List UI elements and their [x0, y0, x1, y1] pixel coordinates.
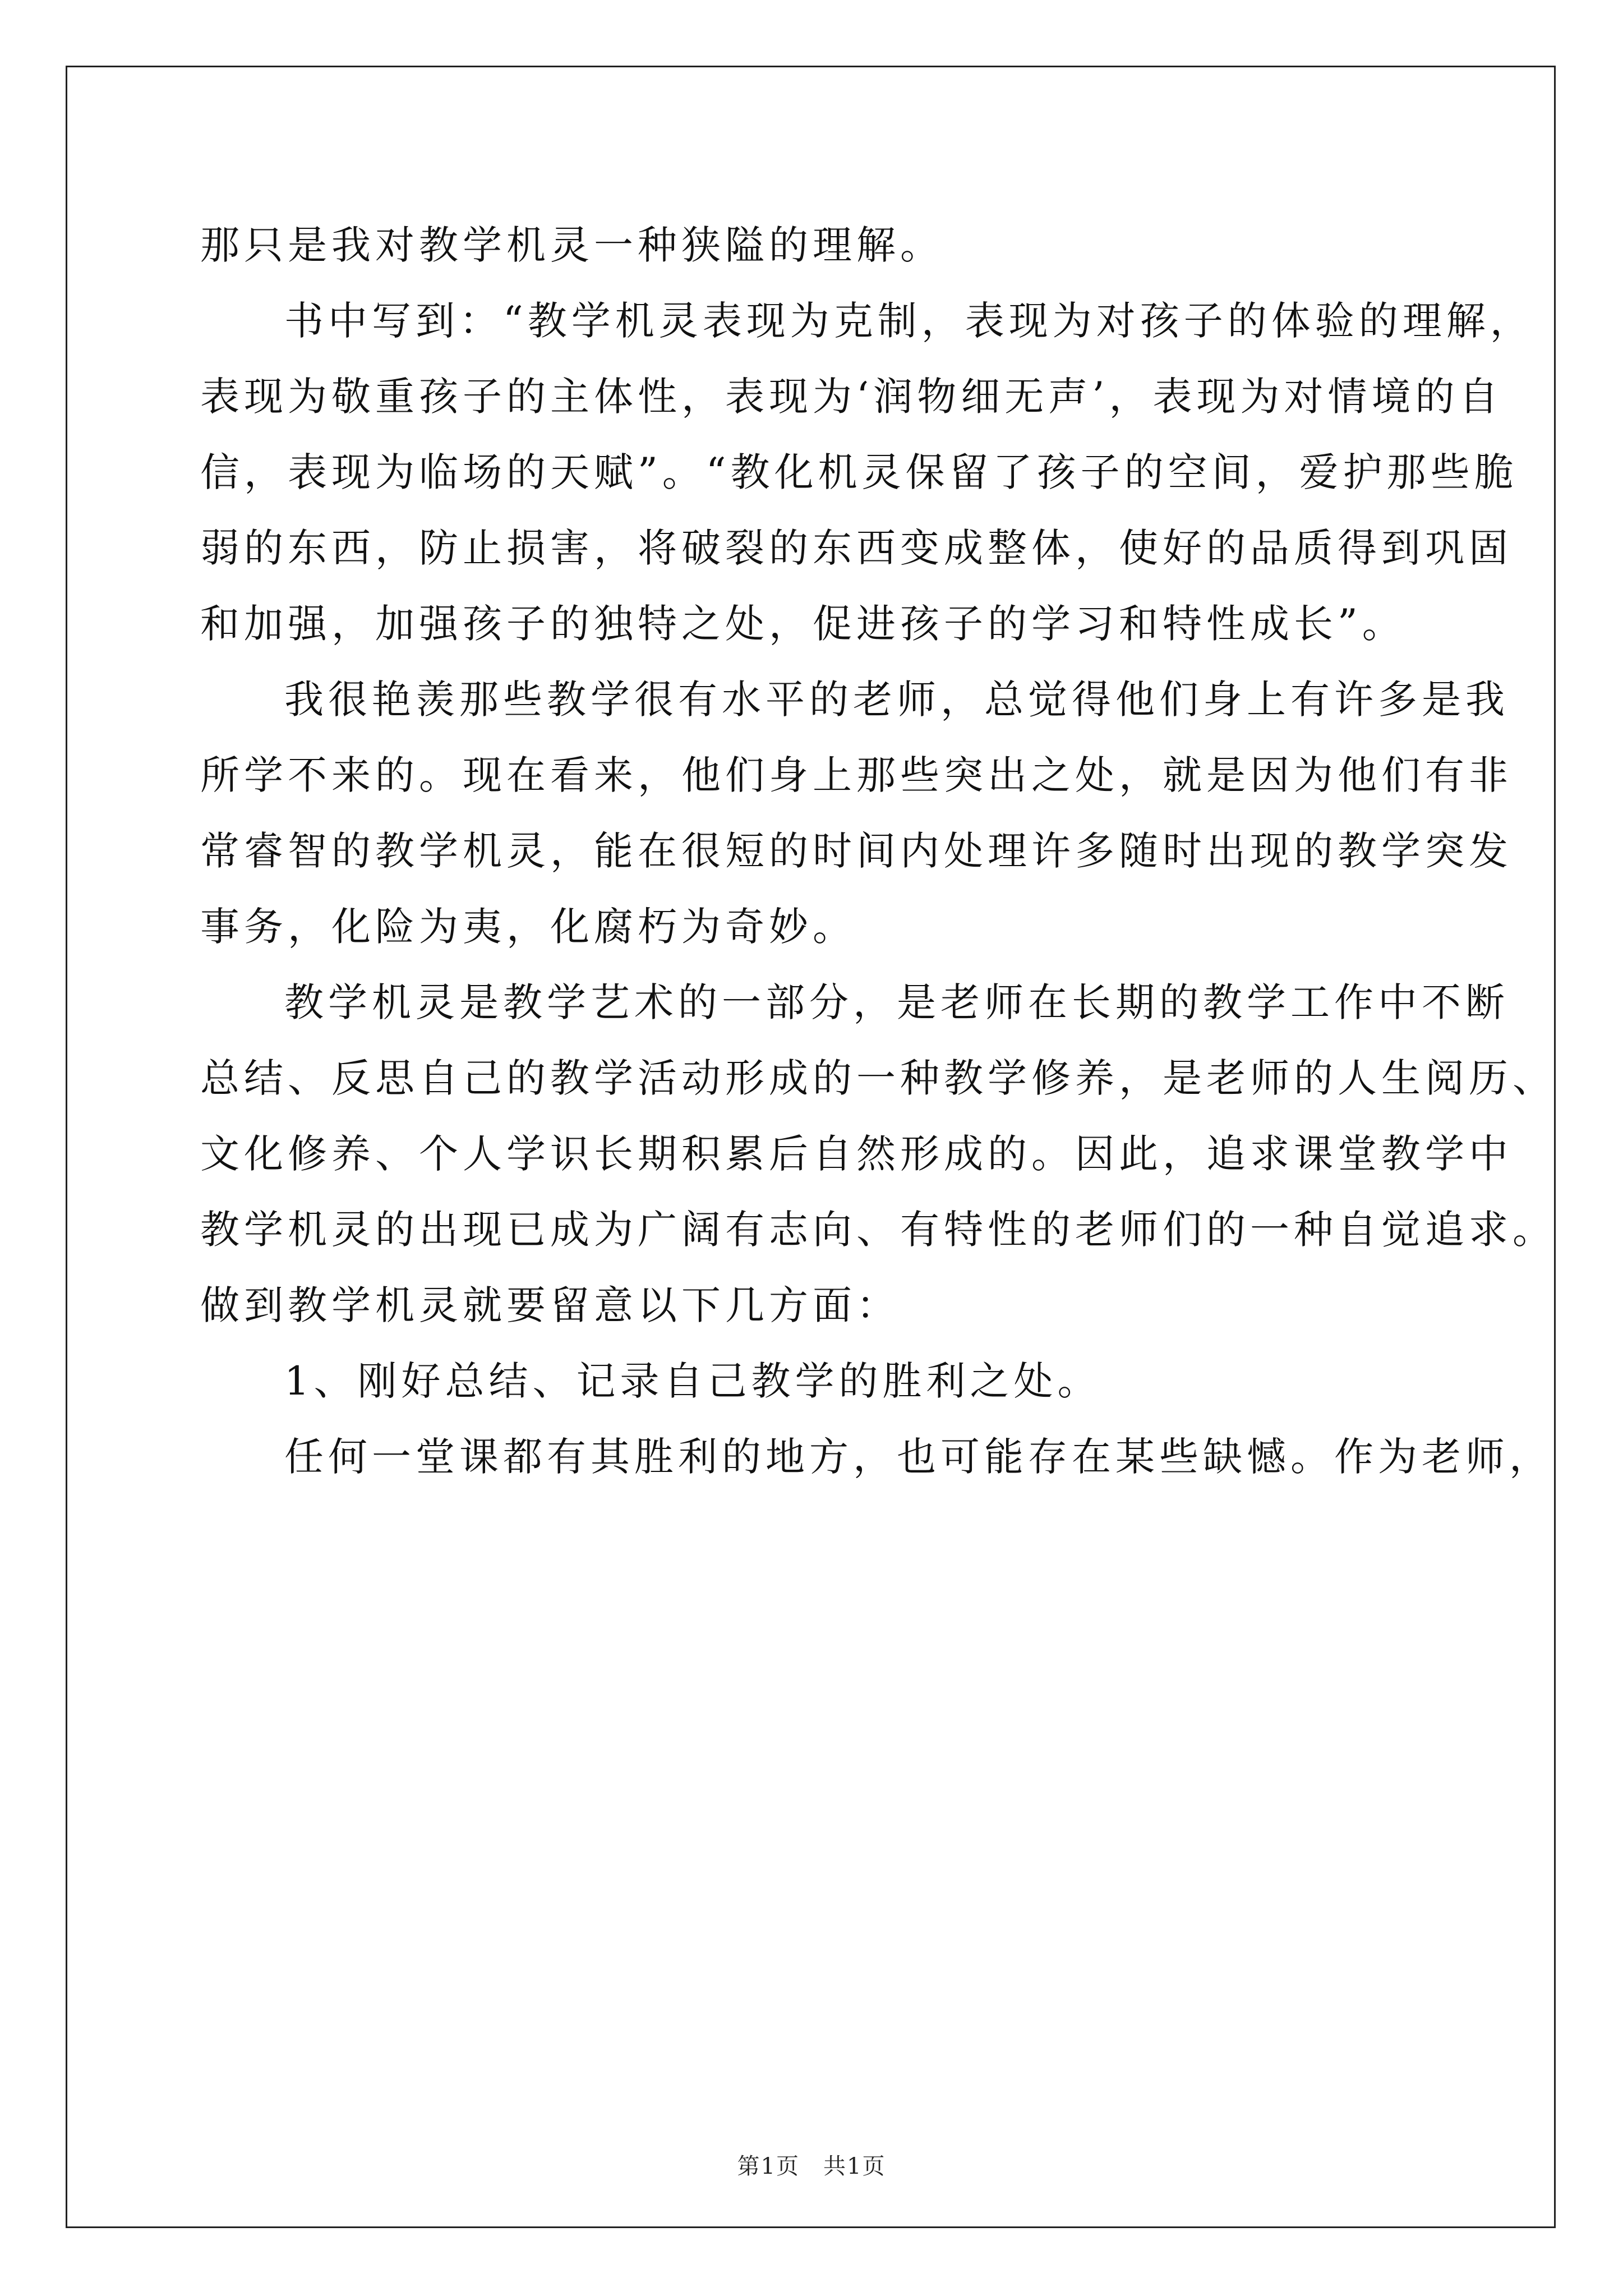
text-line: 信，表现为临场的天赋”。“教化机灵保留了孩子的空间，爱护那些脆 — [200, 449, 1518, 495]
text-line: 弱的东西，防止损害，将破裂的东西变成整体，使好的品质得到巩固 — [200, 525, 1513, 571]
text-line: 表现为敬重孩子的主体性，表现为‘润物细无声’，表现为对情境的自 — [200, 374, 1503, 420]
text-line: 和加强，加强孩子的独特之处，促进孩子的学习和特性成长”。 — [200, 601, 1406, 647]
text-line: 事务，化险为夷，化腐朽为奇妙。 — [200, 904, 856, 950]
text-line: 任何一堂课都有其胜利的地方，也可能存在某些缺憾。作为老师， — [284, 1434, 1553, 1480]
text-line: 做到教学机灵就要留意以下几方面： — [200, 1282, 900, 1328]
text-line: 教学机灵是教学艺术的一部分，是老师在长期的教学工作中不断 — [284, 979, 1509, 1025]
text-line: 我很艳羡那些教学很有水平的老师，总觉得他们身上有许多是我 — [284, 677, 1509, 723]
text-line: 教学机灵的出现已成为广阔有志向、有特性的老师们的一种自觉追求。 — [200, 1207, 1556, 1253]
text-line: 所学不来的。现在看来，他们身上那些突出之处，就是因为他们有非 — [200, 752, 1513, 798]
text-line: 那只是我对教学机灵一种狭隘的理解。 — [200, 222, 944, 268]
text-line: 文化修养、个人学识长期积累后自然形成的。因此，追求课堂教学中 — [200, 1131, 1513, 1177]
document-body — [200, 208, 1556, 1495]
text-line: 常睿智的教学机灵，能在很短的时间内处理许多随时出现的教学突发 — [200, 828, 1513, 874]
text-line: 总结、反思自己的教学活动形成的一种教学修养，是老师的人生阅历、 — [200, 1055, 1556, 1101]
page-footer: 第1页 共1页 — [737, 2154, 886, 2179]
text-line: 书中写到：“教学机灵表现为克制，表现为对孩子的体验的理解， — [284, 298, 1534, 344]
text-line: 1、刚好总结、记录自己教学的胜利之处。 — [284, 1358, 1101, 1404]
